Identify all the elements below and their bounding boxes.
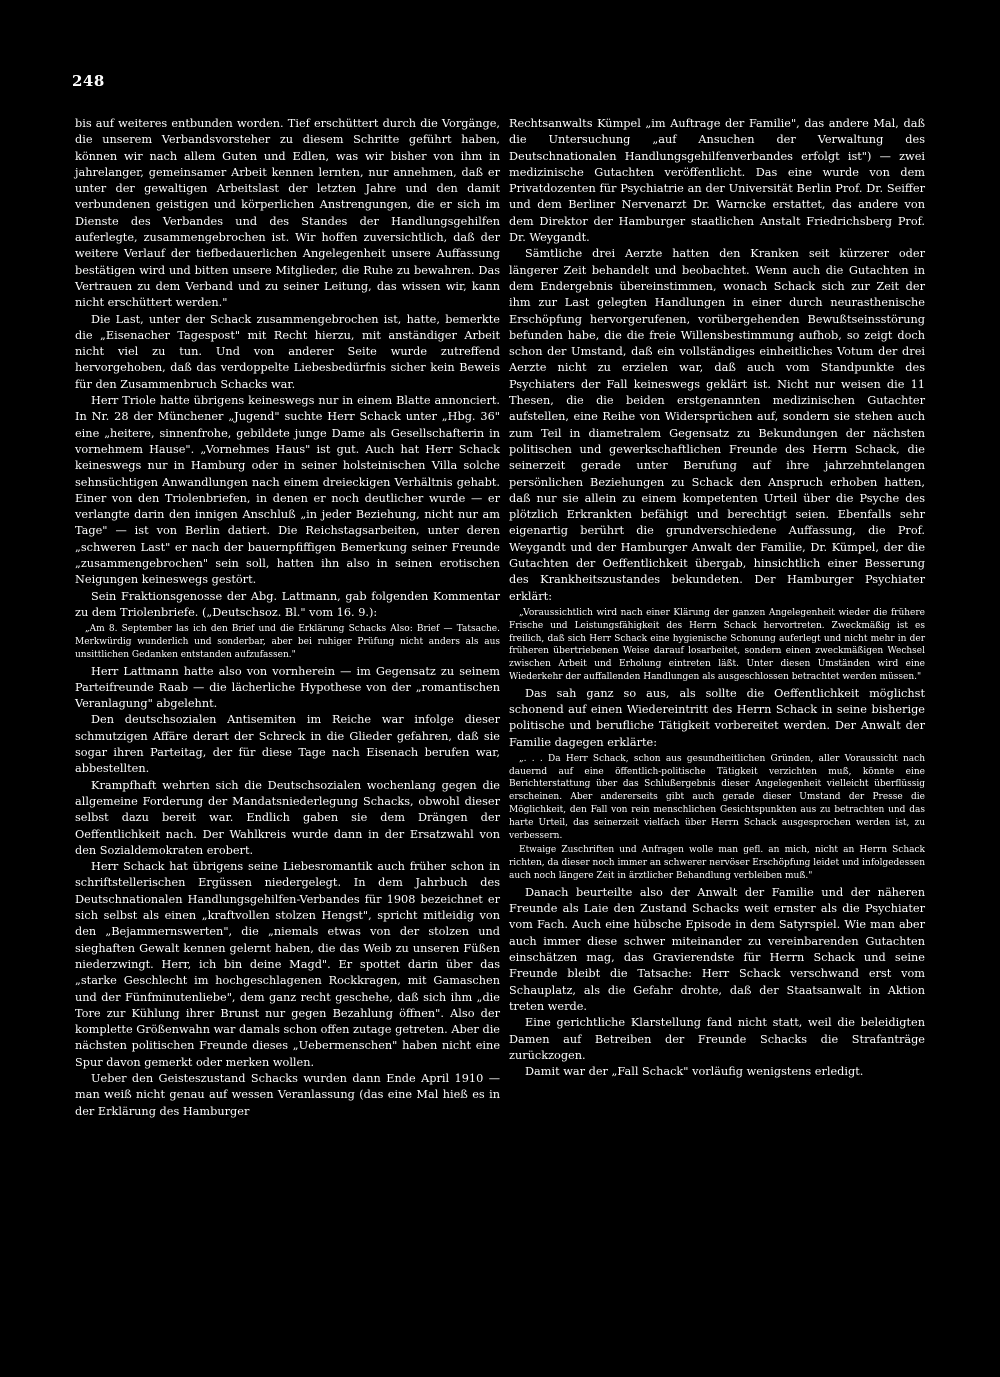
paragraph: Sein Fraktionsgenosse der Abg. Lattmann, gab folgenden Kommentar zu dem Triolenbriefe. („Deutschsoz. Bl." vom 16. 9.): [75, 589, 500, 619]
paragraph: Die Last, unter der Schack zusammengebrochen ist, hatte, bemerkte die „Eisenacher Tagespost" mit Recht hierzu, mit anständiger Arbeit nicht viel zu tun. Und von anderer Seite wurde zutreffend hervorgehoben, daß das verdoppelte Liebesbedürfnis sicher kein Beweis für den Zusammenbruch Schacks war. [75, 312, 500, 391]
page-number: 248 [72, 72, 105, 90]
paragraph: Das sah ganz so aus, als sollte die Oeffentlichkeit möglichst schonend auf einen Wiedereintritt des Herrn Schack in seine bisherige politische und berufliche Tätigkeit vorbereitet werden. Der Anwalt der Familie dagegen erklärte: [509, 686, 925, 749]
paragraph: bis auf weiteres entbunden worden. Tief erschüttert durch die Vorgänge, die unserem Verbandsvorsteher zu diesem Schritte geführt haben, können wir nach allem Guten und Edlen, was wir bisher von ihm in jahrelanger, gemeinsamer Arbeit kennen lernten, nur annehmen, daß er unter der gewaltigen Arbeitslast der letzten Jahre und den damit verbundenen geistigen und körperlichen Anstrengungen, die er sich im Dienste des Verbandes und des Standes der Handlungsgehilfen auferlegte, zusammengebrochen ist. Wir hoffen zuversichtlich, daß der weitere Verlauf der tiefbedauerlichen Angelegenheit unsere Auffassung bestätigen wird und bitten unsere Mitglieder, die Ruhe zu bewahren. Das Vertrauen zu dem Verband und zu seiner Leitung, das wissen wir, kann nicht erschüttert werden." [75, 117, 500, 310]
paragraph: Eine gerichtliche Klarstellung fand nicht statt, weil die beleidigten Damen auf Betreiben der Freunde Schacks die Strafanträge zurückzogen. [509, 1016, 925, 1062]
paragraph: Herr Lattmann hatte also von vornherein — im Gegensatz zu seinem Parteifreunde Raab — die lächerliche Hypothese von der „romantischen Veranlagung" abgelehnt. [75, 664, 500, 711]
right-column [509, 116, 925, 1080]
block-quote: Etwaige Zuschriften und Anfragen wolle man gefl. an mich, nicht an Herrn Schack richten, da dieser noch immer an schwerer nervöser Erschöpfung leidet und infolgedessen auch noch längere Zeit in ärztlicher Behandlung verbleiben muß." [509, 845, 925, 882]
paragraph: Krampfhaft wehrten sich die Deutschsozialen wochenlang gegen die allgemeine Forderung der Mandatsniederlegung Schacks, obwohl dieser selbst dazu bereit war. Endlich gaben sie dem Drängen der Oeffentlichkeit nach. Der Wahlkreis wurde dann in der Ersatzwahl von den Sozialdemokraten erobert. [75, 778, 500, 857]
paragraph: Ueber den Geisteszustand Schacks wurden dann Ende April 1910 — man weiß nicht genau auf wessen Veranlassung (das eine Mal hieß es in der Erklärung des Hamburger [75, 1072, 500, 1118]
paragraph: Danach beurteilte also der Anwalt der Familie und der näheren Freunde als Laie den Zustand Schacks weit ernster als die Psychiater vom Fach. Auch eine hübsche Episode in dem Satyrspiel. Wie man aber auch immer diese schwer miteinander zu vereinbarenden Gutachten einschätzen mag, das Gravierendste für Herrn Schack und seine Freunde bleibt die Tatsache: Herr Schack verschwand erst vom Schauplatz, als die Gefahr drohte, daß der Staatsanwalt in Aktion treten werde. [509, 885, 925, 1013]
block-quote: „. . . Da Herr Schack, schon aus gesundheitlichen Gründen, aller Voraussicht nach dauernd auf eine öffentlich-politische Tätigkeit verzichten muß, könnte eine Berichterstattung über das Schlußergebnis dieser Angelegenheit vielleicht überflüssig erscheinen. Aber andererseits gibt auch gerade dieser Umstand der Presse die Möglichkeit, den Fall von rein menschlichen Gesichtspunkten aus zu betrachten und das harte Urteil, das seinerzeit vielfach über Herrn Schack ausgesprochen werden ist, zu verbessern. [509, 753, 925, 841]
left-column [75, 116, 500, 1120]
paragraph: Herr Triole hatte übrigens keineswegs nur in einem Blatte annonciert. In Nr. 28 der Münchener „Jugend" suchte Herr Schack unter „Hbg. 36" eine „heitere, sinnenfrohe, gebildete junge Dame als Gesellschafterin in vornehmem Hause". „Vornehmes Haus" ist gut. Auch hat Herr Schack keineswegs nur in Hamburg oder in seiner holsteinischen Villa solche sehnsüchtigen Anwandlungen nach einem dreieckigen Verhältnis gehabt. Einer von den Triolenbriefen, in denen er noch deutlicher wurde — er verlangte darin den innigen Anschluß „in jeder Beziehung, nicht nur am Tage" — ist von Berlin datiert. Die Reichstagsarbeiten, unter deren „schweren Last" er nach der bauernpfiffigen Bemerkung seiner Freunde „zusammengebrochen" sein soll, hatten ihn also in seinen erotischen Neigungen keineswegs gestört. [75, 394, 500, 587]
block-quote: „Am 8. September las ich den Brief und die Erklärung Schacks Also: Brief — Tatsache. Merkwürdig wunderlich und sonderbar, aber bei ruhiger Prüfung nicht anders als aus unsittlichen Gedanken entstanden aufzufassen." [75, 624, 500, 660]
paragraph: Den deutschsozialen Antisemiten im Reiche war infolge dieser schmutzigen Affäre derart der Schreck in die Glieder gefahren, daß sie sogar ihren Parteitag, der für diese Tage nach Eisenach berufen war, abbestellten. [75, 713, 500, 776]
paragraph: Sämtliche drei Aerzte hatten den Kranken seit kürzerer oder längerer Zeit behandelt und beobachtet. Wenn auch die Gutachten in dem Endergebnis übereinstimmen, wonach Schack sich zur Zeit der ihm zur Last gelegten Handlungen in einer durch neurasthenische Erschöpfung hervorgerufenen, vorübergehenden Bewußtseinsstörung befunden habe, die die freie Willensbestimmung aufhob, so zeigt doch schon der Umstand, daß ein vollständiges einheitliches Votum der drei Aerzte nicht zu erzielen war, daß auch vom Standpunkte des Psychiaters der Fall keineswegs geklärt ist. Nicht nur weisen die 11 Thesen, die die beiden erstgenannten medizinischen Gutachter aufstellen, eine Reihe von Widersprüchen auf, sondern sie stehen auch zum Teil in diametralem Gegensatz zu Bekundungen der nächsten politischen und gewerkschaftlichen Freunde des Herrn Schack, die seinerzeit gerade unter Berufung auf ihre jahrzehntelangen persönlichen Beziehungen zu Schack den Anspruch erhoben hatten, daß nur sie allein zu einem kompetenten Urteil über die Psyche des plötzlich Erkrankten befähigt und berechtigt seien. Ebenfalls sehr eigenartig berührt die grundverschiedene Auffassung, die Prof. Weygandt und der Hamburger Anwalt der Familie, Dr. Kümpel, der die Gutachten der Oeffentlichkeit übergab, hinsichtlich einer Besserung des Krankheitszustandes bekundeten. Der Hamburger Psychiater erklärt: [509, 247, 925, 603]
block-quote: „Voraussichtlich wird nach einer Klärung der ganzen Angelegenheit wieder die frühere Frische und Leistungsfähigkeit des Herrn Schack hervortreten. Zweckmäßig ist es freilich, daß sich Herr Schack eine hygienische Schonung auferlegt und nicht mehr in der früheren übertriebenen Weise darauf losarbeitet, sondern einen zweckmäßigen Wechsel zwischen Arbeit und Erholung eintreten läßt. Unter diesen Umständen wird eine Wiederkehr der auffallenden Handlungen als ausgeschlossen betrachtet werden müssen." [509, 607, 925, 682]
paragraph: Herr Schack hat übrigens seine Liebesromantik auch früher schon in schriftstellerischen Ergüssen niedergelegt. In dem Jahrbuch des Deutschnationalen Handlungsgehilfen-Verbandes für 1908 bezeichnet er sich selbst als einen „kraftvollen stolzen Hengst", spricht mitleidig von den „Bejammernswerten", die „niemals etwas von der stolzen und sieghaften Gewalt kennen gelernt haben, die das Weib zu unseren Füßen niederzwingt. Herr, ich bin deine Magd". Er spottet darin über das „starke Geschlecht im hochgeschlagenen Rockkragen, mit Gamaschen und der Fünfminutenliebe", dem ganz recht geschehe, daß sich ihm „die Tore zur Kühlung ihrer Brunst nur gegen Bezahlung öffnen". Also der komplette Größenwahn war damals schon offen zutage getreten. Aber die nächsten politischen Freunde dieses „Uebermenschen" haben nicht eine Spur davon gemerkt oder merken wollen. [75, 860, 500, 1069]
paragraph: Damit war der „Fall Schack" vorläufig wenigstens erledigt. [525, 1065, 864, 1079]
paragraph: Rechtsanwalts Kümpel „im Auftrage der Familie", das andere Mal, daß die Untersuchung „auf Ansuchen der Verwaltung des Deutschnationalen Handlungsgehilfenverbandes erfolgt ist") — zwei medizinische Gutachten veröffentlicht. Das eine wurde von dem Privatdozenten für Psychiatrie an der Universität Berlin Prof. Dr. Seiffer und dem Berliner Nervenarzt Dr. Warncke erstattet, das andere von dem Direktor der Hamburger staatlichen Anstalt Friedrichsberg Prof. Dr. Weygandt. [509, 117, 925, 245]
